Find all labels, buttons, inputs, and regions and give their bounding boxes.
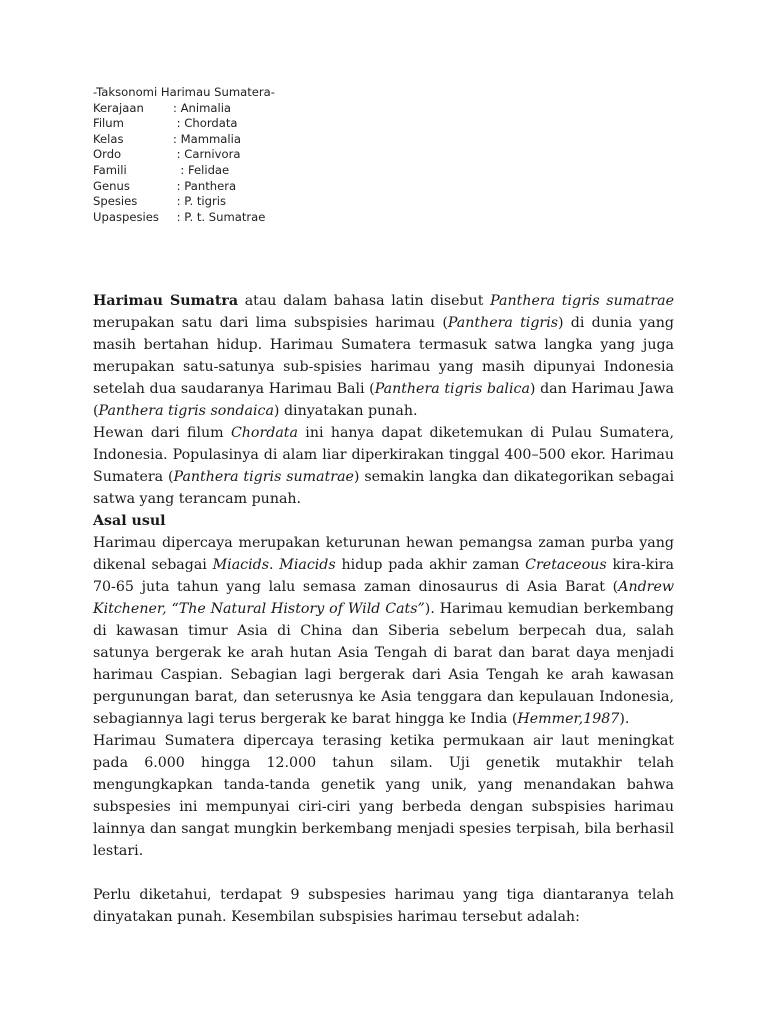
latin-name: Panthera tigris [447, 315, 559, 331]
taxonomy-key: Famili [93, 162, 127, 177]
taxonomy-key: Kerajaan [93, 100, 144, 115]
latin-name: Miacids [212, 557, 269, 573]
taxonomy-row [93, 101, 275, 117]
taxonomy-row [93, 163, 275, 179]
text-run: ). Harimau kemudian berkembang di kawasan timur Asia di China dan Siberia sebelum berpecah dua, salah satunya bergerak ke arah hutan Asia Tengah di barat dan barat daya menjadi harimau Caspian. Sebagian lagi bergerak dari Asia Tengah ke arah kawasan pergunungan barat, dan seterusnya ke Asia tenggara dan kepulauan Indonesia, sebagiannya lagi terus bergerak ke barat hingga ke India ( [93, 601, 674, 727]
text-run: kira-kira 70-65 juta tahun yang lalu semasa zaman dinosaurus di Asia Barat ( [93, 557, 674, 595]
taxonomy-row [93, 132, 275, 148]
latin-name: Panthera tigris sumatrae [173, 469, 354, 485]
text-run: Hewan dari filum [93, 425, 231, 441]
taxonomy-row [93, 179, 275, 195]
latin-name: Panthera tigris balica [374, 381, 530, 397]
taxonomy-key: Filum [93, 116, 124, 131]
text-run: hidup pada akhir zaman [335, 557, 526, 573]
habitat-paragraph [93, 422, 674, 510]
section-heading-origin: Asal usul [93, 513, 166, 529]
taxonomy-block [93, 85, 275, 225]
taxonomy-key: Ordo [93, 147, 122, 162]
text-run: Harimau dipercaya merupakan keturunan hewan pemangsa zaman purba yang dikenal sebagai [93, 535, 674, 573]
text-run: merupakan satu dari lima subspisies harimau ( [93, 315, 448, 331]
taxonomy-key: Kelas [93, 131, 124, 146]
taxonomy-row [93, 210, 275, 226]
text-run: ) dinyatakan punah. [273, 403, 418, 419]
taxonomy-value: : P. tigris [173, 194, 226, 209]
latin-name: Panthera tigris sumatrae [490, 293, 674, 309]
species-name-bold: Harimau Sumatra [93, 293, 239, 309]
text-run: ). [619, 711, 630, 727]
latin-name: Cretaceous [525, 557, 607, 573]
taxonomy-value: : P. t. Sumatrae [173, 209, 266, 224]
taxonomy-value: : Carnivora [173, 147, 241, 162]
taxonomy-row [93, 147, 275, 163]
article-body [93, 290, 674, 928]
citation: Hemmer,1987 [517, 711, 620, 727]
taxonomy-value: : Felidae [173, 162, 230, 177]
taxonomy-value: : Panthera [173, 178, 237, 193]
text-run: ) di dunia yang masih bertahan hidup. Harimau Sumatera termasuk satwa langka yang juga merupakan satu-satunya sub-spisies harimau yang masih dipunyai Indonesia setelah dua saudaranya Harimau Bali ( [93, 315, 674, 397]
subspecies-intro-paragraph: Perlu diketahui, terdapat 9 subspesies harimau yang tiga diantaranya telah dinyatakan punah. Kesembilan subspisies harimau tersebut adalah: [93, 887, 674, 925]
latin-name: Panthera tigris sondaica [98, 403, 274, 419]
taxonomy-key: Spesies [93, 194, 138, 209]
taxonomy-key: Upaspesies [93, 209, 159, 224]
text-run: ) semakin langka dan dikategorikan sebagai satwa yang terancam punah. [93, 469, 674, 507]
text-run: atau dalam bahasa latin disebut [238, 293, 491, 309]
text-run: ) dan Harimau Jawa ( [93, 381, 674, 419]
latin-name: Miacids [279, 557, 336, 573]
taxonomy-value: : Animalia [173, 100, 232, 115]
taxonomy-value: : Chordata [173, 116, 238, 131]
origin-paragraph [93, 532, 674, 730]
text-run: ini hanya dapat diketemukan di Pulau Sumatera, Indonesia. Populasinya di alam liar diperkirakan tinggal 400–500 ekor. Harimau Sumatera ( [93, 425, 674, 485]
citation: Andrew Kitchener, “The Natural History of Wild Cats” [93, 579, 674, 617]
latin-name: Chordata [230, 425, 298, 441]
genetics-paragraph: Harimau Sumatera dipercaya terasing ketika permukaan air laut meningkat pada 6.000 hingga 12.000 tahun silam. Uji genetik mutakhir telah mengungkapkan tanda-tanda genetik yang unik, yang menandakan bahwa subspesies ini mempunyai ciri-ciri yang berbeda dengan subspisies harimau lainnya dan sangat mungkin berkembang menjadi spesies terpisah, bila berhasil lestari. [93, 733, 674, 859]
taxonomy-row [93, 194, 275, 210]
taxonomy-key: Genus [93, 178, 130, 193]
taxonomy-title: -Taksonomi Harimau Sumatera- [93, 85, 275, 99]
taxonomy-row [93, 116, 275, 132]
text-run: . [269, 557, 280, 573]
intro-paragraph [93, 290, 674, 422]
taxonomy-value: : Mammalia [173, 131, 241, 146]
